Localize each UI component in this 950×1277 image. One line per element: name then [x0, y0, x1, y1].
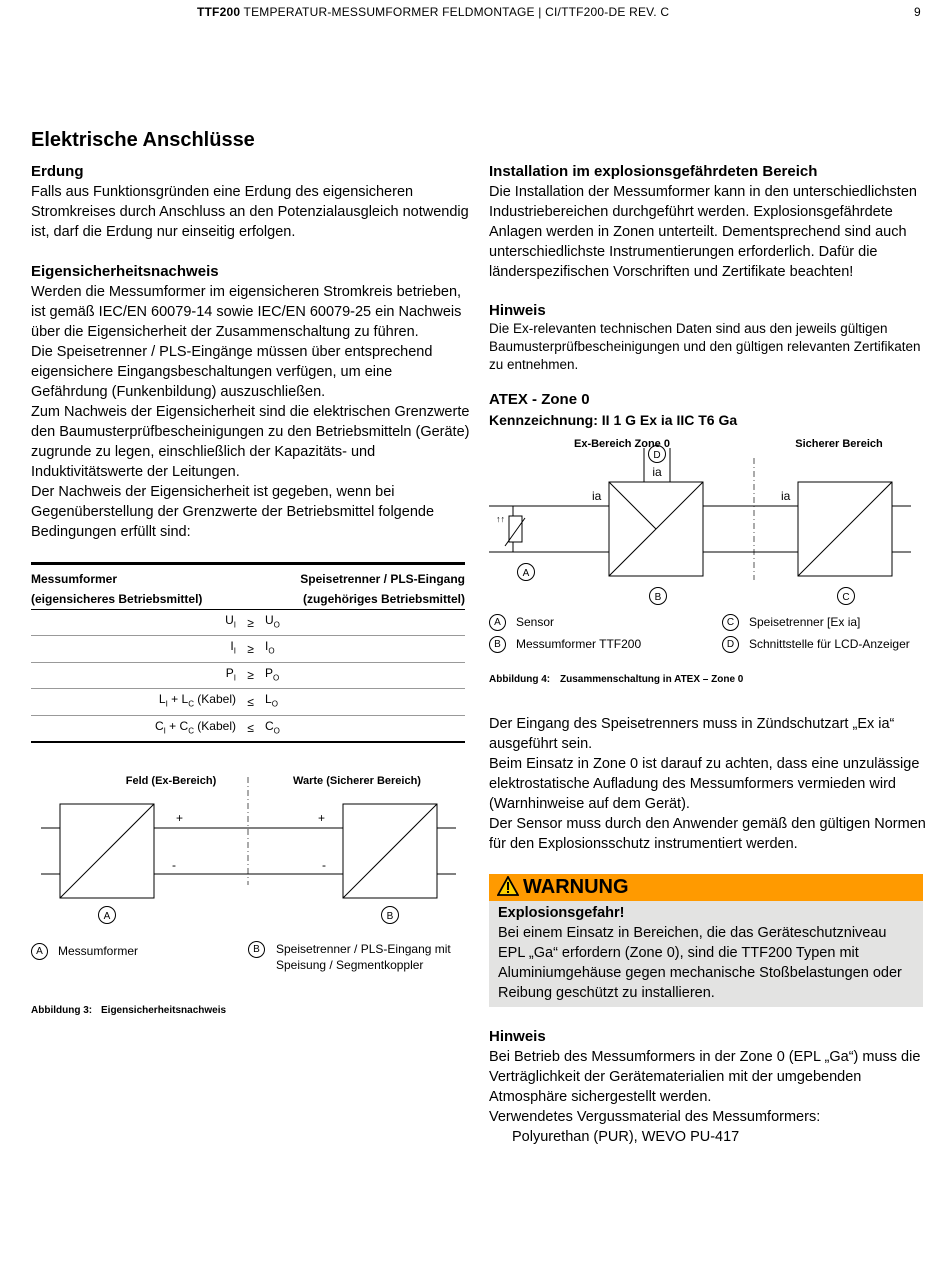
table-cell-right: $L_O$ — [265, 689, 465, 715]
kennzeichnung-heading: Kennzeichnung: II 1 G Ex ia IIC T6 Ga — [489, 412, 738, 428]
table-cell-op: ≤ — [247, 721, 254, 736]
table-cell-left: $L_I + L_C$ (Kabel) — [31, 689, 236, 715]
fig4-legend-a: Sensor — [516, 615, 555, 629]
installation-heading: Installation im explosionsgefährdeten Bereich — [489, 163, 818, 180]
fig3-caption-number: Abbildung 3: — [31, 1004, 93, 1016]
fig3-legend-a: Messumformer — [58, 943, 139, 958]
fig3-marker-b: B — [386, 910, 394, 922]
eigensicherheit-text-1: Werden die Messumformer im eigensicheren Stromkreis betrieben, ist gemäß IEC/EN 60079-14 sowie IEC/EN 60079-25 ein Nachweis über die Eigensicherheit der Zusammenschaltung zu führen. — [31, 284, 462, 340]
table-cell-left: $P_I$ — [31, 662, 236, 688]
erdung-heading: Erdung — [31, 163, 84, 180]
header-product: TTF200 — [197, 5, 241, 19]
table-row — [31, 662, 465, 688]
hinweis-2-text-3: Polyurethan (PUR), WEVO PU-417 — [512, 1129, 740, 1145]
eigensicherheit-text-4: Der Nachweis der Eigensicherheit ist gegeben, wenn bei Gegenüberstellung der Grenzwerte der Betriebsmittel folgende Bedingungen erfüllt sind: — [31, 484, 435, 540]
fig4-marker-d: D — [653, 450, 661, 461]
hinweis-1-heading: Hinweis — [489, 302, 546, 319]
fig4-label-ex: Ex-Bereich Zone 0 — [574, 438, 670, 450]
table-cell-op: ≥ — [236, 662, 265, 688]
warning-box — [489, 874, 923, 1007]
fig4-legend-c: Speisetrenner [Ex ia] — [749, 615, 861, 629]
eigensicherheit-heading: Eigensicherheitsnachweis — [31, 263, 219, 280]
fig4-caption-text: Zusammenschaltung in ATEX – Zone 0 — [560, 674, 744, 685]
fig4-marker-c: C — [842, 592, 850, 603]
erdung-text: Falls aus Funktionsgründen eine Erdung des eigensicheren Stromkreises durch Anschluss an den Potenzialausgleich notwendig ist, darf die Erdung nur einseitig erfolgen. — [31, 184, 469, 240]
fig4-marker-b: B — [654, 592, 662, 603]
eigensicherheit-text-3: Zum Nachweis der Eigensicherheit sind die elektrischen Grenzwerte den Baumusterprüfbescheinigungen zu den Betriebsmitteln (Geräte) zugrunde zu legen, einschließlich der Kapazitäts- und Induktivitätswerte der Leitungen. — [31, 404, 470, 480]
header-doc-title: TEMPERATUR-MESSUMFORMER FELDMONTAGE | CI/TTF200-DE REV. C — [240, 5, 670, 19]
table-cell-left: $C_I + C_C$ (Kabel) — [154, 718, 236, 735]
table-row — [31, 610, 465, 636]
warning-header — [489, 874, 923, 901]
fig3-caption-text: Eigensicherheitsnachweis — [101, 1004, 227, 1016]
fig3-caption — [31, 1001, 471, 1021]
figure-4-diagram — [489, 430, 919, 610]
hinweis-2-heading: Hinweis — [489, 1028, 546, 1045]
eigensicherheit-text-2: Die Speisetrenner / PLS-Eingänge müssen über entsprechend eigensichere Eingangsbeschaltungen verfügen, um eine Gefährdung (Funkenbildung) auszuschließen. — [31, 344, 433, 400]
fig4-ia-left: ia — [592, 489, 602, 503]
fig4-label-safe: Sicherer Bereich — [795, 438, 883, 450]
table-cell-op: ≤ — [236, 689, 265, 715]
hinweis-2-text-1: Bei Betrieb des Messumformers in der Zone 0 (EPL „Ga“) muss die Verträglichkeit der Gerätematerialien mit der umgebenden Atmosphäre sichergestellt werden. — [489, 1049, 921, 1105]
eingang-text-1: Der Eingang des Speisetrenners muss in Zündschutzart „Ex ia“ ausgeführt sein. — [489, 716, 895, 752]
table-row — [31, 636, 465, 662]
table-cell-right: $C_O$ — [265, 718, 280, 735]
warning-triangle-icon — [497, 876, 519, 896]
table-row — [31, 715, 465, 742]
table-header-left-2: (eigensicheres Betriebsmittel) — [31, 589, 252, 610]
table-header-right-2: (zugehöriges Betriebsmittel) — [252, 589, 465, 610]
page-header — [0, 5, 950, 25]
fig4-ia-right: ia — [781, 489, 791, 503]
table-cell-op: ≥ — [236, 636, 265, 662]
fig3-minus-left: - — [172, 857, 176, 872]
fig3-label-warte: Warte (Sicherer Bereich) — [293, 774, 421, 787]
fig3-legend — [31, 941, 471, 989]
fig4-legend-marker-c: C — [722, 614, 739, 631]
fig3-label-field: Feld (Ex-Bereich) — [125, 774, 217, 787]
table-cell-right: $U_O$ — [265, 610, 465, 636]
right-column — [489, 162, 929, 1147]
table-header-left-1: Messumformer — [31, 572, 118, 586]
table-cell-left: $U_I$ — [31, 610, 236, 636]
table-header-right-1: Speisetrenner / PLS-Eingang — [300, 572, 465, 586]
table-cell-left: $I_I$ — [31, 636, 236, 662]
eingang-text-2: Beim Einsatz in Zone 0 ist darauf zu achten, dass eine unzulässige elektrostatische Aufladung des Messumformers vermieden wird (Warnhinweise auf dem Gerät). — [489, 756, 920, 812]
figure-3-diagram — [31, 767, 465, 937]
fig4-legend-marker-b: B — [489, 636, 506, 653]
fig4-legend-b: Messumformer TTF200 — [516, 637, 642, 651]
conditions-rows — [31, 610, 465, 743]
fig3-legend-b: Speisetrenner / PLS-Eingang mit Speisung / Segmentkoppler — [276, 941, 451, 972]
eingang-text-3: Der Sensor muss durch den Anwender gemäß den gültigen Normen für den Explosionsschutz instrumentiert werden. — [489, 816, 926, 852]
warning-body — [489, 901, 923, 1007]
main-title: Elektrische Anschlüsse — [31, 129, 255, 151]
fig3-legend-marker-a: A — [31, 943, 48, 960]
fig4-legend — [489, 612, 929, 658]
warning-subtitle: Explosionsgefahr! — [498, 905, 625, 921]
fig4-sensor-arrows: ↑↑ — [496, 514, 505, 524]
table-row — [31, 689, 465, 715]
fig4-legend-d: Schnittstelle für LCD-Anzeiger — [749, 637, 910, 651]
table-cell-right: $P_O$ — [265, 662, 465, 688]
fig3-marker-a: A — [103, 910, 111, 922]
warning-title: WARNUNG — [523, 876, 629, 898]
fig3-plus-left: + — [176, 810, 184, 825]
warning-text: Bei einem Einsatz in Bereichen, die das Geräteschutzniveau EPL „Ga“ erfordern (Zone 0), sind die TTF200 Typen mit Aluminiumgehäuse gegen mechanische Stoßbelastungen oder Reibung geschützt zu installieren. — [498, 925, 902, 1001]
fig4-marker-a: A — [522, 568, 530, 579]
fig4-ia-top: ia — [652, 465, 662, 479]
hinweis-1-text: Die Ex-relevanten technischen Daten sind aus den jeweils gültigen Baumusterprüfbescheinigungen und den gültigen relevanten Zertifikaten zu entnehmen. — [489, 321, 921, 372]
fig3-minus-right: - — [322, 857, 326, 872]
hinweis-2-text-2: Verwendetes Vergussmaterial des Messumformers: — [489, 1109, 821, 1125]
page-number: 9 — [914, 5, 921, 19]
header-title — [197, 5, 669, 19]
left-column — [31, 162, 471, 1021]
atex-heading: ATEX - Zone 0 — [489, 391, 590, 408]
fig4-legend-marker-d: D — [722, 636, 739, 653]
fig3-plus-right: + — [318, 810, 326, 825]
table-cell-op: ≥ — [236, 610, 265, 636]
installation-text: Die Installation der Messumformer kann in den unterschiedlichsten Industriebereichen durchgeführt werden. Explosionsgefährdete Anlagen werden in Zonen unterteilt. Dementsprechend sind auch unterschiedlichste Instrumentierungen erforderlich. Dafür die länderspezifischen Vorschriften und Zertifikate beachten! — [489, 184, 917, 280]
table-cell-right: $I_O$ — [265, 636, 465, 662]
conditions-table — [31, 565, 465, 610]
fig3-legend-marker-b: B — [248, 941, 265, 958]
fig4-legend-marker-a: A — [489, 614, 506, 631]
fig4-caption — [489, 670, 929, 690]
fig4-caption-number: Abbildung 4: — [489, 674, 551, 685]
